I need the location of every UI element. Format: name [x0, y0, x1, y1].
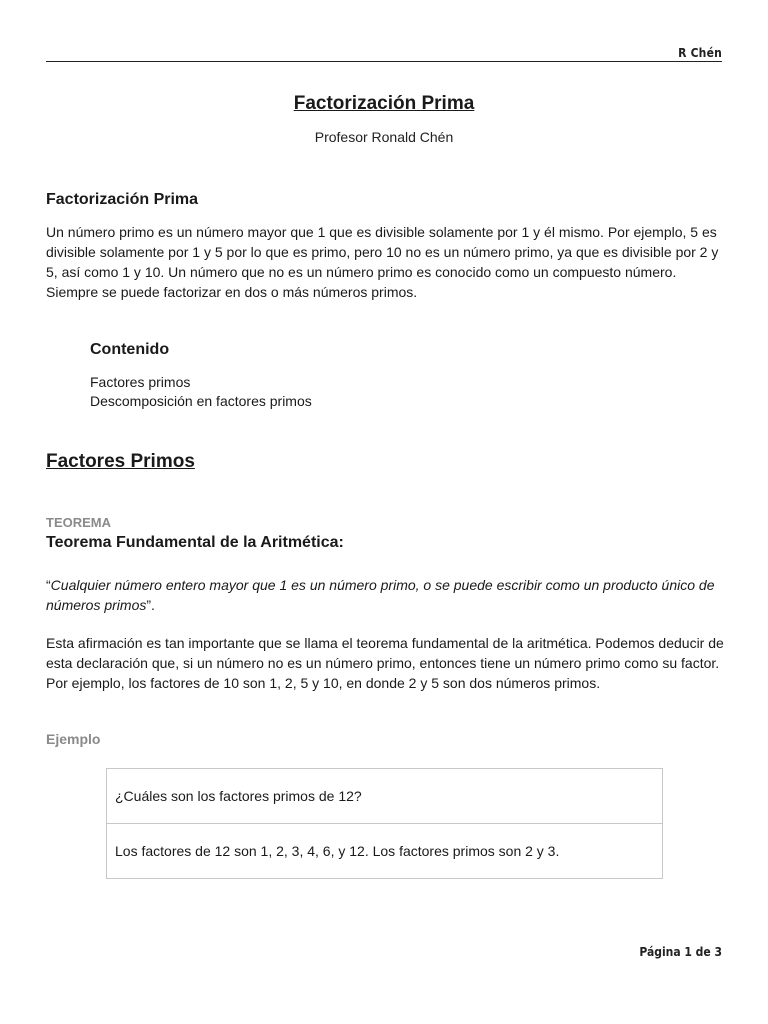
toc-title: Contenido — [90, 341, 170, 358]
document-title: Factorización Prima — [293, 93, 475, 114]
quote-text: Cualquier número entero mayor que 1 es un número primo, o se puede escribir como un producto único de números primos — [46, 577, 715, 613]
quote-open-mark: “ — [46, 577, 51, 593]
document-subtitle: Profesor Ronald Chén — [314, 129, 454, 145]
quote-close-mark: ”. — [146, 597, 155, 613]
theorem-quote — [46, 575, 726, 615]
theorem-label: TEOREMA — [46, 515, 111, 530]
example-answer: Los factores de 12 son 1, 2, 3, 4, 6, y 12. Los factores primos son 2 y 3. — [115, 843, 560, 859]
toc-item-factores-primos[interactable]: Factores primos — [90, 374, 191, 390]
header-author: R Chén — [678, 46, 722, 60]
toc-item-descomposicion[interactable]: Descomposición en factores primos — [90, 393, 312, 409]
section-title: Factores Primos — [46, 451, 195, 472]
example-box — [106, 768, 663, 879]
intro-heading: Factorización Prima — [46, 191, 199, 208]
toc-list — [90, 373, 312, 411]
example-question: ¿Cuáles son los factores primos de 12? — [107, 769, 662, 824]
header-rule — [46, 61, 722, 62]
explanation-paragraph: Esta afirmación es tan importante que se llama el teorema fundamental de la aritmética. Podemos deducir de esta declaración que, si un número no es un número primo, entonces tiene un número primo como su factor. Por ejemplo, los factores de 10 son 1, 2, 5 y 10, en donde 2 y 5 son dos números primos. — [46, 635, 724, 691]
page-number: Página 1 de 3 — [639, 945, 722, 959]
intro-paragraph: Un número primo es un número mayor que 1 que es divisible solamente por 1 y él mismo. Por ejemplo, 5 es divisible solamente por 1 y 5 por lo que es primo, pero 10 no es un número primo, ya que es divisible por 2 y 5, así como 1 y 10. Un número que no es un número primo es conocido como un compuesto número. Siempre se puede factorizar en dos o más números primos. — [46, 224, 719, 300]
theorem-title: Teorema Fundamental de la Aritmética: — [46, 534, 344, 551]
example-label: Ejemplo — [46, 731, 101, 747]
